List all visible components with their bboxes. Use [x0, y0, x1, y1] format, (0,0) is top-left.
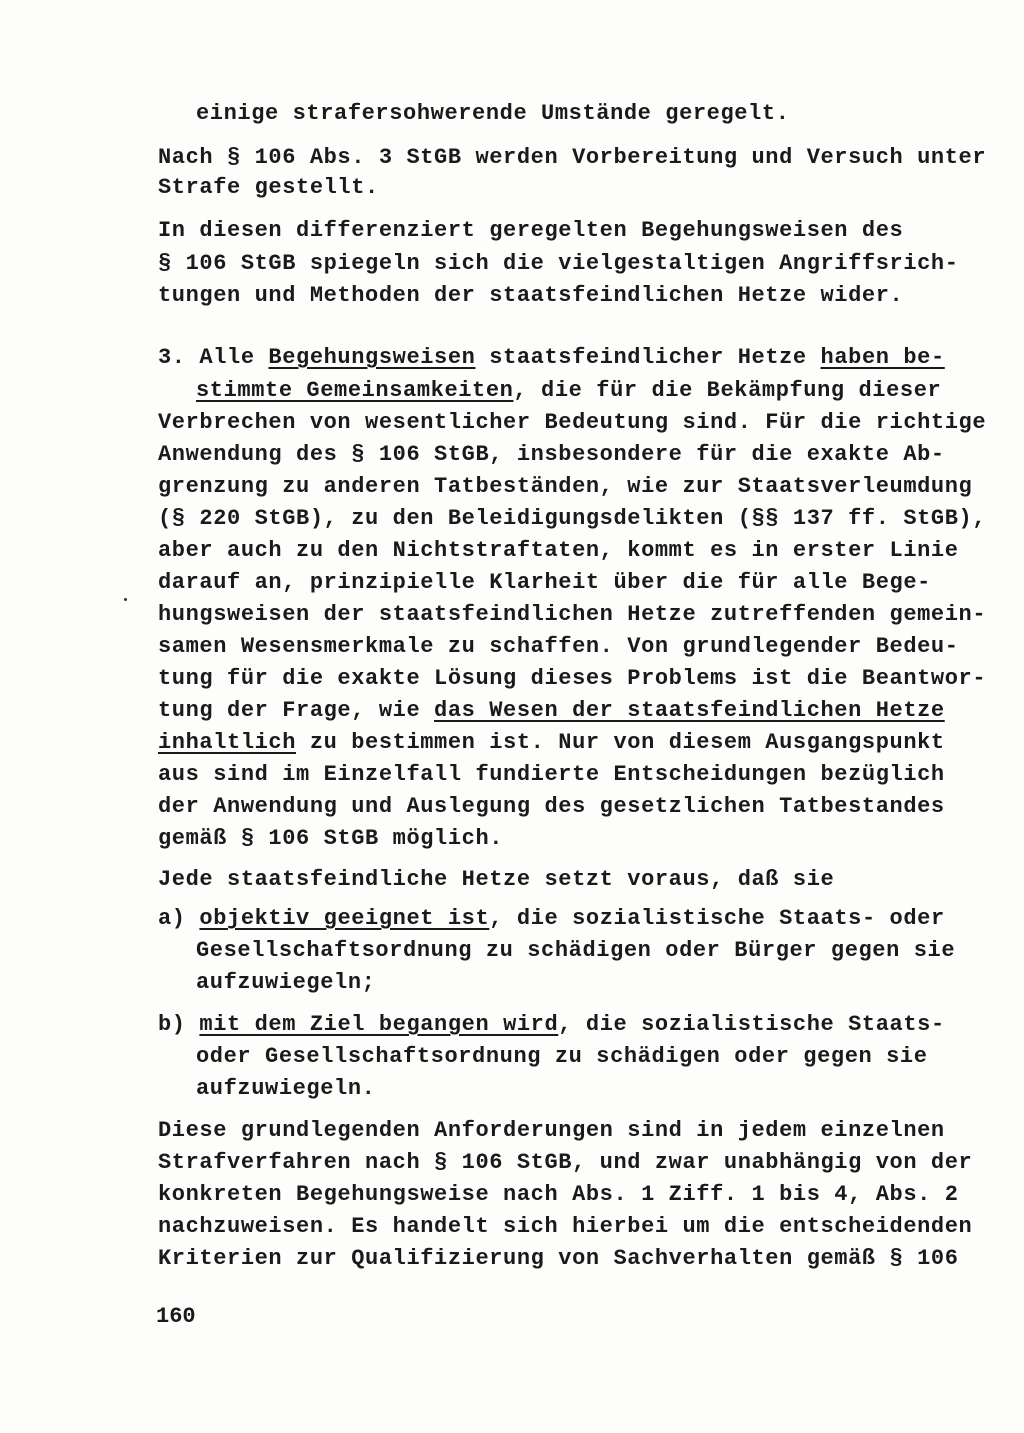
text-line: tung für die exakte Lösung dieses Problems ist die Beantwor-: [158, 666, 987, 691]
text-line: aus sind im Einzelfall fundierte Entscheidungen bezüglich: [158, 762, 945, 787]
text-line: § 106 StGB spiegeln sich die vielgestaltigen Angriffsrich-: [158, 251, 959, 276]
text-line: Kriterien zur Qualifizierung von Sachverhalten gemäß § 106: [158, 1246, 959, 1271]
text-line: konkreten Begehungsweise nach Abs. 1 Ziff. 1 bis 4, Abs. 2: [158, 1182, 959, 1207]
text-line: aufzuwiegeln;: [196, 970, 376, 995]
text-line: gemäß § 106 StGB möglich.: [158, 826, 504, 851]
text-line: Nach § 106 Abs. 3 StGB werden Vorbereitung und Versuch unter: [158, 145, 987, 170]
text-line: [158, 729, 945, 757]
text-span: tung der Frage, wie: [158, 698, 435, 723]
text-line: Jede staatsfeindliche Hetze setzt voraus, daß sie: [158, 867, 835, 892]
text-line: nachzuweisen. Es handelt sich hierbei um die entscheidenden: [158, 1214, 973, 1239]
text-line: Diese grundlegenden Anforderungen sind in jedem einzelnen: [158, 1118, 945, 1143]
text-line: tungen und Methoden der staatsfeindlichen Hetze wider.: [158, 283, 904, 308]
list-marker: a): [158, 906, 200, 931]
list-item-a: [158, 905, 945, 933]
text-line: grenzung zu anderen Tatbeständen, wie zur Staatsverleumdung: [158, 474, 973, 499]
text-line: der Anwendung und Auslegung des gesetzlichen Tatbestandes: [158, 794, 945, 819]
text-line: Gesellschaftsordnung zu schädigen oder Bürger gegen sie: [196, 938, 956, 963]
text-span: staatsfeindlicher Hetze: [475, 345, 821, 370]
list-item-b: [158, 1011, 945, 1039]
text-line: [158, 344, 945, 372]
text-line: Strafverfahren nach § 106 StGB, und zwar unabhängig von der: [158, 1150, 973, 1175]
text-span: , die sozialistische Staats-: [558, 1012, 945, 1037]
underlined-phrase: stimmte Gemeinsamkeiten: [196, 378, 514, 403]
margin-dot: [124, 598, 127, 601]
text-span: , die für die Bekämpfung dieser: [513, 378, 942, 403]
underlined-phrase: inhaltlich: [158, 730, 297, 755]
text-line: aber auch zu den Nichtstraftaten, kommt es in erster Linie: [158, 538, 959, 563]
underlined-phrase: mit dem Ziel begangen wird: [199, 1012, 559, 1037]
text-line: oder Gesellschaftsordnung zu schädigen oder gegen sie: [196, 1044, 928, 1069]
text-span: 3. Alle: [158, 345, 269, 370]
text-line: Anwendung des § 106 StGB, insbesondere für die exakte Ab-: [158, 442, 945, 467]
text-line: (§ 220 StGB), zu den Beleidigungsdelikten (§§ 137 ff. StGB),: [158, 506, 987, 531]
text-line: samen Wesensmerkmale zu schaffen. Von grundlegender Bedeu-: [158, 634, 959, 659]
text-line: [196, 377, 941, 405]
underlined-phrase: das Wesen der staatsfeindlichen Hetze: [434, 698, 945, 723]
list-marker: b): [158, 1012, 200, 1037]
text-line: darauf an, prinzipielle Klarheit über die für alle Bege-: [158, 570, 931, 595]
text-line: Strafe gestellt.: [158, 175, 379, 200]
text-line: Verbrechen von wesentlicher Bedeutung sind. Für die richtige: [158, 410, 987, 435]
underlined-phrase: haben be-: [820, 345, 945, 370]
underlined-phrase: objektiv geeignet ist: [199, 906, 490, 931]
text-line: In diesen differenziert geregelten Begehungsweisen des: [158, 218, 904, 243]
text-line: einige strafersohwerende Umstände geregelt.: [196, 101, 790, 126]
page-number: 160: [156, 1304, 196, 1329]
underlined-phrase: Begehungsweisen: [268, 345, 476, 370]
text-line: hungsweisen der staatsfeindlichen Hetze zutreffenden gemein-: [158, 602, 987, 627]
text-span: , die sozialistische Staats- oder: [489, 906, 945, 931]
text-line: [158, 697, 945, 725]
text-span: zu bestimmen ist. Nur von diesem Ausgangspunkt: [296, 730, 945, 755]
text-line: aufzuwiegeln.: [196, 1076, 376, 1101]
